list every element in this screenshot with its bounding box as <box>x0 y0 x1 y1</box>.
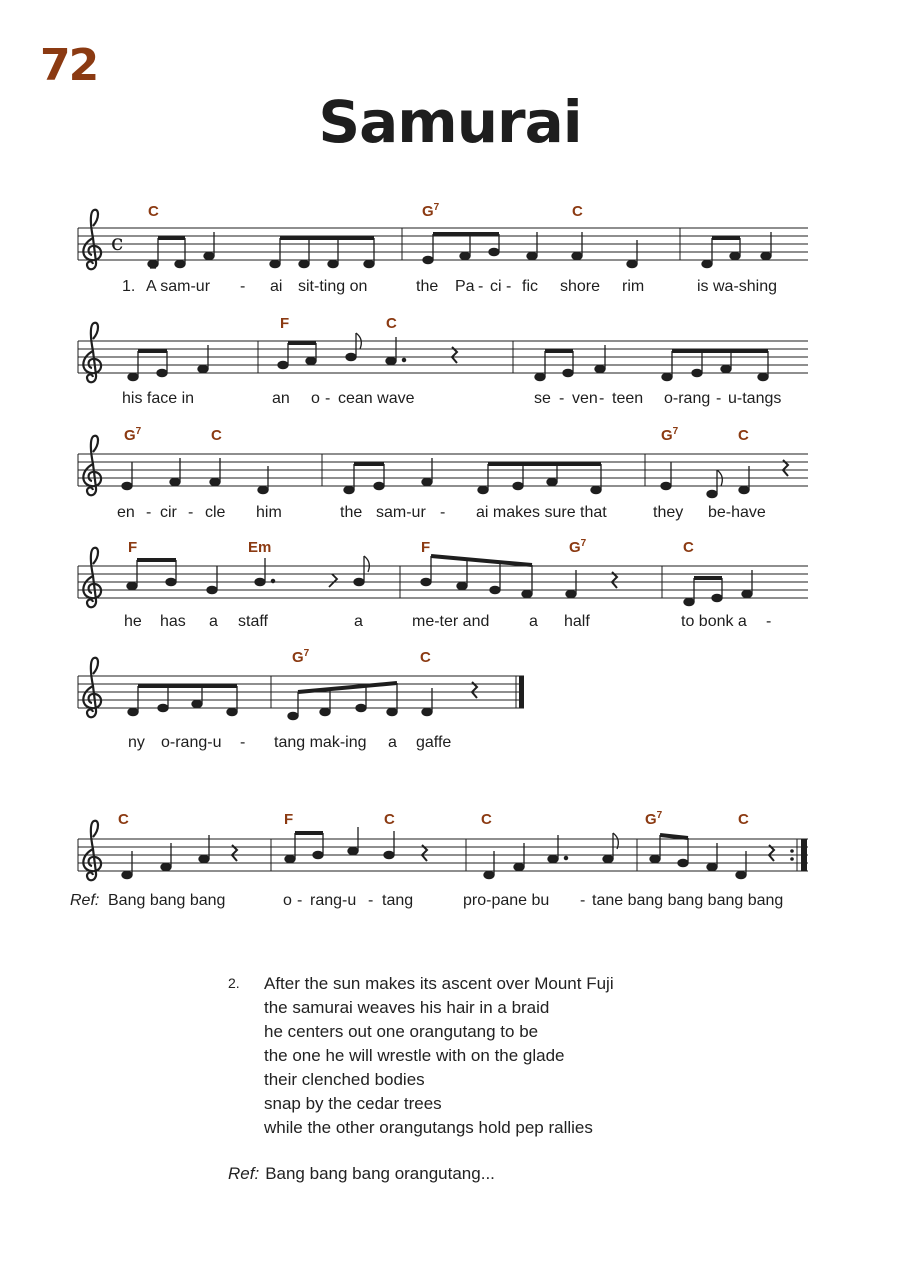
verse-number: 2. <box>228 975 240 991</box>
lyric-syllable: - <box>559 390 565 407</box>
notes-system-1 <box>148 232 771 268</box>
lyric-syllable: - <box>368 892 374 909</box>
lyric-syllable: tane bang bang bang bang <box>592 892 784 909</box>
staff-system-4 <box>78 538 808 630</box>
lyric-syllable: staff <box>238 613 268 630</box>
chord: C <box>572 203 583 220</box>
verse-line: the one he will wrestle with on the glade <box>264 1046 565 1065</box>
chord: $G^7$ <box>661 426 679 444</box>
lyric-syllable: - <box>297 892 303 909</box>
lyric-syllable: be-have <box>708 504 766 521</box>
staff-system-1 <box>78 202 808 295</box>
lyric-syllable: he <box>124 613 142 630</box>
chord: $G^7$ <box>292 648 310 666</box>
lyric-syllable: is wa-shing <box>697 278 778 295</box>
page-number: 72 <box>40 40 98 91</box>
chords-system-5 <box>292 648 431 666</box>
chord: $G^7$ <box>569 538 587 556</box>
lyric-syllable: - <box>716 390 722 407</box>
lyric-syllable: Pa <box>455 278 475 295</box>
chord: C <box>738 811 749 828</box>
lyric-syllable: o <box>283 892 292 909</box>
chord: C <box>118 811 129 828</box>
repeat-barline <box>801 839 807 871</box>
chord: C <box>481 811 492 828</box>
chord: C <box>211 427 222 444</box>
lyric-syllable: Bang bang bang <box>108 892 226 909</box>
lyric-syllable: - <box>580 892 586 909</box>
chord: C <box>384 811 395 828</box>
lyric-syllable: - <box>240 734 246 751</box>
verse-line: the samurai weaves his hair in a braid <box>264 998 550 1017</box>
lyric-syllable: u-tangs <box>728 390 782 407</box>
chord: C <box>683 539 694 556</box>
chord: Em <box>248 539 272 556</box>
lyric-syllable: - <box>506 278 512 295</box>
lyric-syllable: half <box>564 613 590 630</box>
common-time-icon: c <box>111 231 124 256</box>
chord: F <box>421 539 431 556</box>
lyric-syllable: - <box>766 613 772 630</box>
chord: $G^7$ <box>645 810 663 828</box>
lyric-syllable: - <box>146 504 152 521</box>
lyric-syllable: tang mak-ing <box>274 734 367 751</box>
lyric-syllable: - <box>440 504 446 521</box>
verse-line: while the other orangutangs hold pep rallies <box>264 1118 593 1137</box>
chord: $G^7$ <box>422 202 440 220</box>
refrain-label: Ref: <box>228 1164 260 1183</box>
lyric-syllable: ven <box>572 390 598 407</box>
lyric-syllable: me-ter and <box>412 613 490 630</box>
verse-lines <box>264 972 614 1140</box>
verse-line: snap by the cedar trees <box>264 1094 442 1113</box>
lyric-syllable: they <box>653 504 684 521</box>
lyrics-system-4 <box>124 613 771 630</box>
lyric-syllable: A sam-ur <box>146 278 211 295</box>
lyric-syllable: cir <box>160 504 177 521</box>
lyric-syllable: se <box>534 390 551 407</box>
lyric-syllable: a <box>388 734 397 751</box>
song-title: Samurai <box>318 88 582 156</box>
lyric-syllable: a <box>354 613 363 630</box>
chord: C <box>738 427 749 444</box>
lyric-syllable: pro-pane bu <box>463 892 550 909</box>
chord: F <box>128 539 138 556</box>
verse-2 <box>228 972 788 1140</box>
notes-system-5 <box>128 682 477 720</box>
lyric-syllable: gaffe <box>416 734 452 751</box>
lyric-syllable: has <box>160 613 186 630</box>
chord: C <box>148 203 159 220</box>
lyric-syllable: an <box>272 390 290 407</box>
lyric-syllable: the <box>416 278 439 295</box>
refrain-label: Ref: <box>70 892 100 909</box>
lyric-syllable: cle <box>205 504 226 521</box>
lyric-syllable: shore <box>560 278 601 295</box>
lyric-syllable: - <box>188 504 194 521</box>
refrain-text: Bang bang bang orangutang... <box>265 1164 495 1183</box>
chord: $G^7$ <box>124 426 142 444</box>
lyric-syllable: to bonk a <box>681 613 747 630</box>
lyric-syllable: ci <box>490 278 502 295</box>
staff-system-refrain <box>70 810 808 909</box>
staff-system-2 <box>78 315 808 407</box>
chords-system-2 <box>280 315 397 332</box>
lyric-syllable: - <box>240 278 246 295</box>
lyric-syllable: him <box>256 504 282 521</box>
lyric-syllable: - <box>325 390 331 407</box>
lyrics-system-refrain <box>70 892 783 909</box>
lyric-syllable: a <box>529 613 538 630</box>
lyric-syllable: teen <box>612 390 644 407</box>
lyric-syllable: a <box>209 613 218 630</box>
refrain-reference <box>228 1164 495 1184</box>
staff-system-5 <box>78 648 524 751</box>
lyrics-system-5 <box>128 734 451 751</box>
lyric-syllable: o-rang-u <box>161 734 222 751</box>
lyric-syllable: rang-u <box>310 892 357 909</box>
chord: C <box>386 315 397 332</box>
lyric-syllable: rim <box>622 278 645 295</box>
lyric-syllable: - <box>599 390 605 407</box>
chords-system-3 <box>124 426 749 444</box>
lyrics-system-3 <box>117 504 766 521</box>
lyric-syllable: en <box>117 504 135 521</box>
lyric-syllable: cean wave <box>338 390 415 407</box>
chord: F <box>280 315 290 332</box>
lyrics-system-2 <box>122 390 781 407</box>
lyric-syllable: the <box>340 504 363 521</box>
chords-system-refrain <box>118 810 749 828</box>
verse-line: he centers out one orangutang to be <box>264 1022 539 1041</box>
lyric-syllable: fic <box>522 278 538 295</box>
chord: C <box>420 649 431 666</box>
chords-system-4 <box>128 538 694 556</box>
lyric-syllable: ai <box>270 278 283 295</box>
verse-line: After the sun makes its ascent over Mount Fuji <box>264 974 614 993</box>
lyric-syllable: ny <box>128 734 145 751</box>
chord: F <box>284 811 294 828</box>
lyrics-system-1 <box>122 278 777 295</box>
verse-line: their clenched bodies <box>264 1070 425 1089</box>
lyric-syllable: o-rang <box>664 390 711 407</box>
lyric-syllable: his face in <box>122 390 195 407</box>
chords-system-1 <box>148 202 583 220</box>
lyric-syllable: - <box>478 278 484 295</box>
lyric-syllable: o <box>311 390 320 407</box>
lyric-syllable: sam-ur <box>376 504 426 521</box>
final-barline <box>519 676 524 708</box>
lyric-syllable: tang <box>382 892 414 909</box>
verse-number: 1. <box>122 278 136 295</box>
staff-system-3 <box>78 426 808 521</box>
lyric-syllable: ai makes sure that <box>476 504 607 521</box>
lyric-syllable: sit-ting on <box>298 278 368 295</box>
